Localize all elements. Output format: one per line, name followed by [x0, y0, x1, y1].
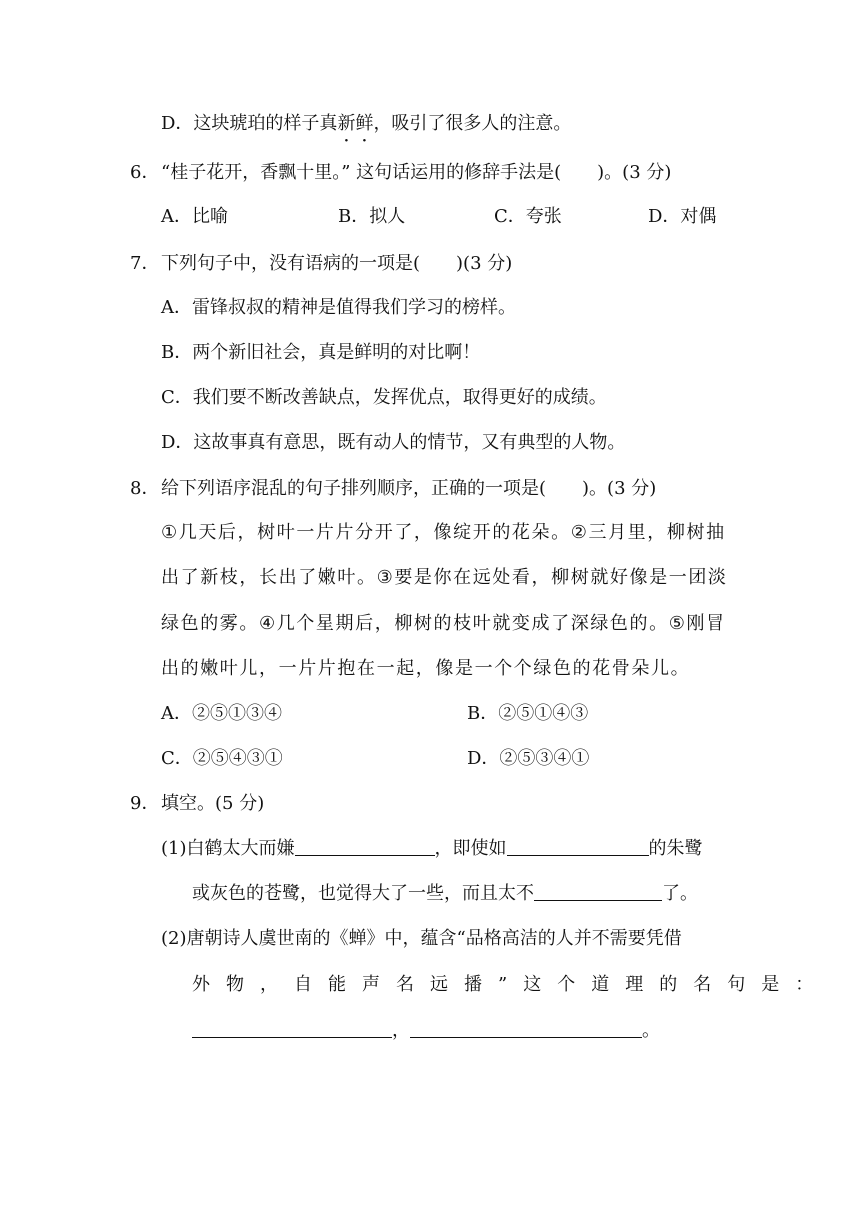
q7-number: 7．: [130, 253, 160, 274]
q9-stem: 填空。(5 分): [161, 793, 265, 814]
q9-sub2-line-2: 外物，自能声名远播”这个道理的名句是：: [192, 974, 830, 995]
q8-passage-line-2: 出了新枝，长出了嫩叶。③要是你在远处看，柳树就好像是一团淡: [161, 567, 728, 588]
q6-option-c: C．夸张: [494, 206, 562, 227]
q9-sub2-line-3: [192, 1019, 660, 1043]
q9-sub2-end: 。: [642, 1020, 660, 1041]
q9-sub1-text-b: ，即使如: [434, 838, 507, 859]
q8-stem: 给下列语序混乱的句子排列顺序，正确的一项是( )。(3 分): [161, 478, 657, 499]
q6-number: 6．: [130, 162, 160, 183]
q9-sub1-blank-3[interactable]: [534, 882, 662, 901]
q9-sub1-line-1: [161, 837, 703, 861]
q8-option-b: B．②⑤①④③: [467, 703, 589, 724]
q8-option-c: C．②⑤④③①: [161, 748, 283, 769]
q7-option-c: C．我们要不断改善缺点，发挥优点，取得更好的成绩。: [161, 387, 607, 408]
q8-passage-line-3: 绿色的雾。④几个星期后，柳树的枝叶就变成了深绿色的。⑤刚冒: [161, 613, 726, 634]
q9-number: 9．: [130, 793, 160, 814]
q5-dotted-char-2: 鲜: [355, 113, 374, 134]
q9-sub2-comma: ，: [392, 1020, 410, 1041]
q8-option-a: A．②⑤①③④: [161, 703, 282, 724]
q5-option-d: [161, 112, 571, 136]
q6-option-b: B．拟人: [338, 206, 406, 227]
q6-option-a: A．比喻: [161, 206, 228, 227]
q7-stem: 下列句子中，没有语病的一项是( )(3 分): [161, 253, 513, 274]
q5-option-d-suffix: ，吸引了很多人的注意。: [373, 113, 572, 134]
q9-sub1-text-d: 或灰色的苍鹭，也觉得大了一些，而且太不: [192, 883, 534, 904]
q9-sub2-blank-1[interactable]: [192, 1019, 392, 1038]
q6-stem: “桂子花开，香飘十里。” 这句话运用的修辞手法是( )。(3 分): [161, 162, 672, 183]
q8-passage-line-4: 出的嫩叶儿，一片片抱在一起，像是一个个绿色的花骨朵儿。: [161, 658, 691, 679]
q6-option-d: D．对偶: [648, 206, 717, 227]
q7-option-b: B．两个新旧社会，真是鲜明的对比啊！: [161, 342, 481, 363]
q9-sub1-line-2: [192, 882, 698, 906]
q9-sub1-text-c: 的朱鹭: [648, 838, 703, 859]
q9-sub1-blank-1[interactable]: [295, 837, 435, 856]
q9-sub2-blank-2[interactable]: [410, 1019, 642, 1038]
q9-sub1-text-a: (1)白鹤太大而嫌: [161, 838, 295, 859]
q8-passage-line-1: ①几天后，树叶一片片分开了，像绽开的花朵。②三月里，柳树抽: [161, 522, 726, 543]
q7-option-a: A．雷锋叔叔的精神是值得我们学习的榜样。: [161, 297, 516, 318]
q5-option-d-prefix: D．这块琥珀的样子真: [161, 113, 338, 134]
q8-option-d: D．②⑤③④①: [467, 748, 590, 769]
q9-sub1-blank-2[interactable]: [507, 837, 649, 856]
q9-sub1-text-e: 了。: [662, 883, 698, 904]
q7-option-d: D．这故事真有意思，既有动人的情节，又有典型的人物。: [161, 432, 626, 453]
q8-number: 8．: [130, 478, 160, 499]
q9-sub2-line-1: (2)唐朝诗人虞世南的《蝉》中，蕴含“品格高洁的人并不需要凭借: [161, 928, 682, 949]
q5-dotted-char-1: 新: [337, 113, 356, 134]
